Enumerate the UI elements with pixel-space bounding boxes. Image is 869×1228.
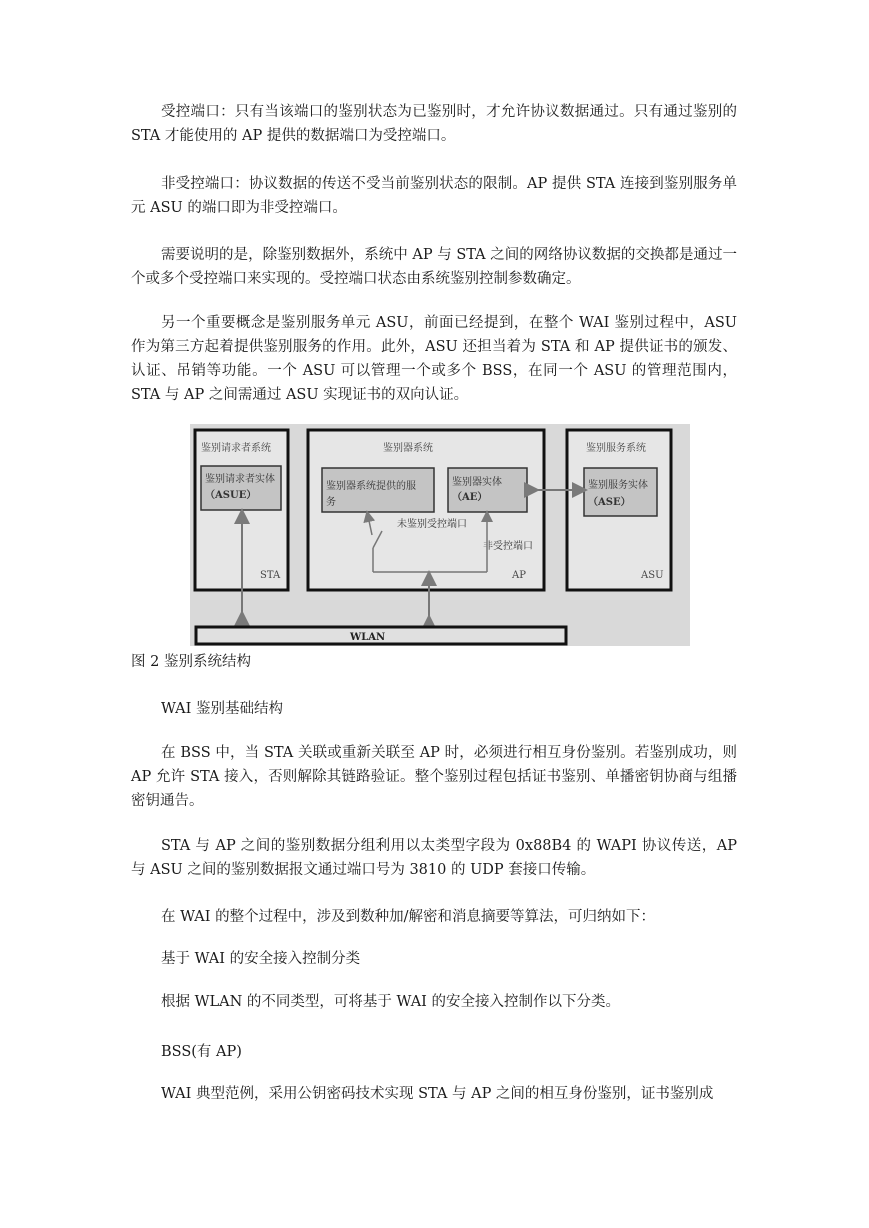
paragraph-wapi-protocol: STA 与 AP 之间的鉴别数据分组利用以太类型字段为 0x88B4 的 WAPI 协议传送，AP 与 ASU 之间的鉴别数据报文通过端口号为 3810 的 UDP 套接口传输。 [131,838,737,878]
paragraph-controlled-port: 受控端口：只有当该端口的鉴别状态为已鉴别时，才允许协议数据通过。只有通过鉴别的 STA 才能使用的 AP 提供的数据端口为受控端口。 [131,104,737,144]
asue-entity-box [201,466,281,510]
ap-service-label-1: 鉴别器系统提供的服 [326,481,416,492]
asu-label: ASU [641,570,664,581]
ae-entity-box [448,468,527,512]
sta-box-title: 鉴别请求者系统 [201,443,271,454]
asue-label-1: 鉴别请求者实体 [205,474,275,485]
asu-box-title: 鉴别服务系统 [586,443,646,454]
wlan-label: WLAN [350,632,386,643]
ap-box-title: 鉴别器系统 [383,443,433,454]
ase-label-1: 鉴别服务实体 [588,480,648,491]
figure-caption: 图 2 鉴别系统结构 [131,654,251,670]
paragraph-asu: 另一个重要概念是鉴别服务单元 ASU，前面已经提到，在整个 WAI 鉴别过程中，ASU 作为第三方起着提供鉴别服务的作用。此外，ASU 还担当着为 STA 和 AP 提供证书的颁发、认证、吊销等功能。一个 ASU 可以管理一个或多个 BSS，在同一个 ASU 的管理范围内，STA 与 AP 之间需通过 ASU 实现证书的双向认证。 [131,315,737,403]
ae-label-2: （AE） [452,492,488,503]
asue-label-2: （ASUE） [205,490,257,501]
ap-label: AP [512,570,526,581]
ap-service-label-2: 务 [326,497,336,508]
heading-wai-structure: WAI 鉴别基础结构 [161,701,283,717]
paragraph-classification: 根据 WLAN 的不同类型，可将基于 WAI 的安全接入控制作以下分类。 [161,994,621,1010]
paragraph-wai-example: WAI 典型范例，采用公钥密码技术实现 STA 与 AP 之间的相互身份鉴别，证书鉴别成 [161,1086,714,1102]
ae-label-1: 鉴别器实体 [452,477,502,488]
paragraph-uncontrolled-port: 非受控端口：协议数据的传送不受当前鉴别状态的限制。AP 提供 STA 连接到鉴别服务单元 ASU 的端口即为非受控端口。 [131,176,737,216]
paragraph-note: 需要说明的是，除鉴别数据外，系统中 AP 与 STA 之间的网络协议数据的交换都是通过一个或多个受控端口来实现的。受控端口状态由系统鉴别控制参数确定。 [131,247,737,287]
non-controlled-port-label: 非受控端口 [483,541,533,552]
heading-access-control: 基于 WAI 的安全接入控制分类 [161,951,361,967]
paragraph-bss-auth: 在 BSS 中，当 STA 关联或重新关联至 AP 时，必须进行相互身份鉴别。若鉴别成功，则 AP 允许 STA 接入，否则解除其链路验证。整个鉴别过程包括证书鉴别、单播密钥协商与组播密钥通告。 [131,745,737,809]
uncontrolled-port-label: 未鉴别受控端口 [397,519,467,530]
ase-entity-box [584,468,657,516]
auth-system-diagram [0,422,869,652]
sta-label: STA [260,570,281,581]
heading-bss-ap: BSS(有 AP) [161,1044,242,1060]
paragraph-algorithms: 在 WAI 的整个过程中，涉及到数种加/解密和消息摘要等算法，可归纳如下： [161,909,655,925]
ase-label-2: （ASE） [588,497,631,508]
